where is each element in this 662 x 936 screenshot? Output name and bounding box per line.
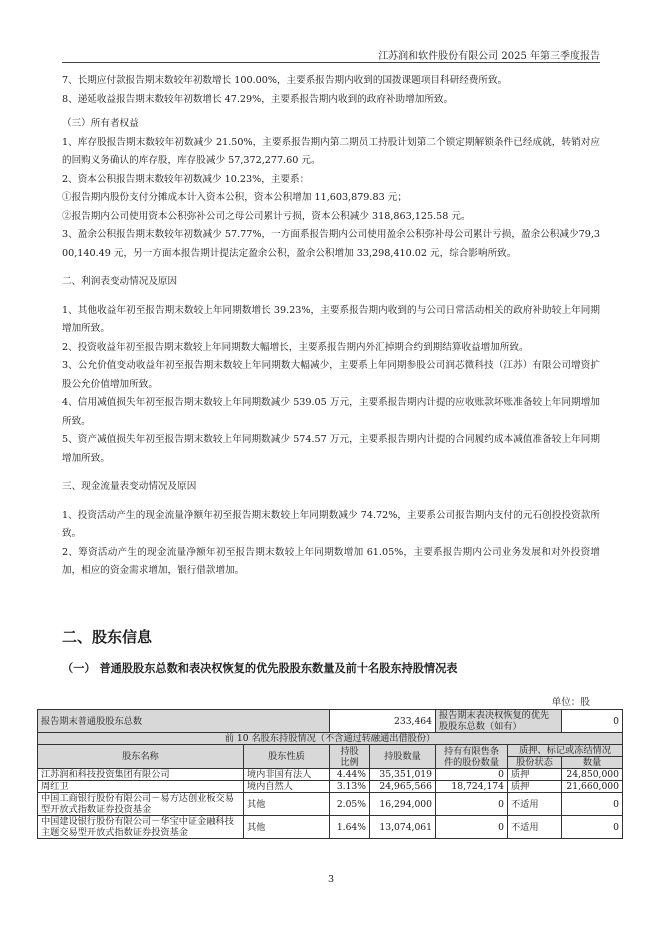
col-header-restricted: 持有有限售条 件的股份数量 [436, 745, 508, 769]
holder-name: 江苏润和科技投资集团有限公司 [38, 769, 244, 781]
subtitle-cash-flow: 三、现金流量表变动情况及原因 [62, 481, 197, 492]
table-row [38, 769, 623, 781]
analysis-body [62, 72, 600, 581]
paragraph-capital-reserve-item-1: ①报告期内股份支付分摊成本计入资本公积，资本公积增加 11,603,879.83 元； [62, 192, 407, 203]
holder-ratio: 2.05% [330, 793, 370, 816]
holder-nature: 其他 [244, 793, 330, 816]
page-number: 3 [327, 874, 335, 885]
table-row [38, 781, 623, 793]
holder-shares: 13,074,061 [370, 816, 436, 839]
holder-restricted: 0 [436, 793, 508, 816]
report-header-title: 江苏润和软件股份有限公司 2025 年第三季度报告 [378, 51, 600, 62]
section-heading-shareholders: 二、股东信息 [62, 628, 153, 646]
preferred-label: 报告期末表决权恢复的优先股股东总数（如有） [436, 710, 562, 733]
col-header-shares: 持股数量 [370, 745, 436, 769]
table-summary-row [38, 710, 623, 733]
holder-pledge-count: 0 [562, 793, 623, 816]
summary-label: 报告期末普通股股东总数 [38, 710, 330, 733]
subtitle-owners-equity: （三）所有者权益 [62, 118, 139, 129]
holder-pledge-status: 不适用 [508, 793, 562, 816]
holder-name: 周红卫 [38, 781, 244, 793]
paragraph-deferred-income: 8、递延收益报告期末数较年初数增长 47.29%，主要系报告期内收到的政府补助增加所致。 [62, 93, 454, 105]
table-top10-title-row [38, 733, 623, 745]
holder-nature: 境内自然人 [244, 781, 330, 793]
paragraph-asset-impairment: 5、资产减值损失年初至报告期末数较上年同期数减少 574.57 万元，主要系报告期内计提的合同履约成本减值准备较上年同期增加所致。 [62, 434, 600, 464]
holder-ratio: 1.64% [330, 816, 370, 839]
paragraph-financing-cash-flow: 2、筹资活动产生的现金流量净额年初至报告期末数较上年同期数增加 61.05%，主要系报告期内公司业务发展和对外投资增加，相应的资金需求增加，银行借款增加。 [62, 546, 600, 576]
col-header-nature: 股东性质 [244, 745, 330, 769]
holder-restricted: 0 [436, 816, 508, 839]
paragraph-investment-income: 2、投资收益年初至报告期末数较上年同期数大幅增长，主要系报告期内外汇掉期合约到期结算收益增加所致。 [62, 341, 529, 353]
holder-name: 中国建设银行股份有限公司－华宝中证金融科技主题交易型开放式指数证券投资基金 [38, 816, 244, 839]
summary-value: 233,464 [330, 710, 436, 733]
paragraph-other-income: 1、其他收益年初至报告期末数较上年同期数增长 39.23%，主要系报告期内收到的与公司日常活动相关的政府补助较上年同期增加所致。 [62, 304, 600, 334]
holder-pledge-count: 24,850,000 [562, 769, 623, 781]
shareholder-table [37, 709, 623, 839]
holder-restricted: 0 [436, 769, 508, 781]
holder-pledge-status: 不适用 [508, 816, 562, 839]
holder-shares: 35,351,019 [370, 769, 436, 781]
col-header-ratio: 持股 比例 [330, 745, 370, 769]
header-divider [62, 62, 600, 63]
col-header-pledge-count: 数量 [562, 757, 623, 769]
top10-title: 前 10 名股东持股情况（不含通过转融通出借股份） [38, 733, 623, 745]
preferred-value: 0 [562, 710, 623, 733]
holder-ratio: 3.13% [330, 781, 370, 793]
holder-nature: 境内非国有法人 [244, 769, 330, 781]
unit-label: 单位：股 [551, 697, 590, 708]
paragraph-fair-value-change: 3、公允价值变动收益年初至报告期末数较上年同期数大幅减少，主要系上年同期参股公司润芯微科技（江苏）有限公司增资扩股公允价值增加所致。 [62, 360, 600, 390]
paragraph-surplus-reserve: 3、盈余公积报告期末数较年初数减少 57.77%，一方面系报告期内公司使用盈余公积弥补母公司累计亏损，盈余公积减少79,300,140.49 元，另一方面本报告期计提法定盈余公积，盈余公积增加 33,298,410.02 元，综合影响所致。 [62, 229, 600, 259]
holder-pledge-count: 21,660,000 [562, 781, 623, 793]
paragraph-treasury-stock: 1、库存股报告期末数较年初数减少 21.50%，主要系报告期内第二期员工持股计划第二个锁定期解锁条件已经成就，转销对应的回购义务确认的库存股，库存股减少 57,372,277.60 元。 [62, 136, 600, 166]
holder-ratio: 4.44% [330, 769, 370, 781]
paragraph-long-term-payables: 7、长期应付款报告期末数较年初数增长 100.00%，主要系报告期内收到的国拨课题项目科研经费所致。 [62, 75, 508, 86]
holder-restricted: 18,724,174 [436, 781, 508, 793]
table-header-row [38, 745, 623, 757]
holder-nature: 其他 [244, 816, 330, 839]
table-row [38, 816, 623, 839]
subsection-heading-shareholder-table: （一） 普通股股东总数和表决权恢复的优先股股东数量及前十名股东持股情况表 [62, 662, 458, 675]
holder-pledge-status: 质押 [508, 769, 562, 781]
paragraph-capital-reserve: 2、资本公积报告期末数较年初数减少 10.23%，主要系： [62, 173, 310, 185]
holder-name: 中国工商银行股份有限公司－易方达创业板交易型开放式指数证券投资基金 [38, 793, 244, 816]
holder-shares: 16,294,000 [370, 793, 436, 816]
paragraph-capital-reserve-item-2: ②报告期内公司使用资本公积弥补公司之母公司累计亏损，资本公积减少 318,863,125.58 元。 [62, 210, 471, 222]
table-row [38, 793, 623, 816]
paragraph-investing-cash-flow: 1、投资活动产生的现金流量净额年初至报告期末数较上年同期数减少 74.72%，主要系公司报告期内支付的元石创投投资款所致。 [62, 509, 600, 539]
paragraph-credit-impairment: 4、信用减值损失年初至报告期末数较上年同期数减少 539.05 万元，主要系报告期内计提的应收账款坏账准备较上年同期增加所致。 [62, 397, 600, 427]
holder-pledge-count: 0 [562, 816, 623, 839]
subtitle-income-statement: 二、利润表变动情况及原因 [62, 276, 178, 287]
col-header-pledge: 质押、标记或冻结情况 [508, 745, 623, 757]
col-header-pledge-status: 股份状态 [508, 757, 562, 769]
col-header-name: 股东名称 [38, 745, 244, 769]
holder-pledge-status: 质押 [508, 781, 562, 793]
holder-shares: 24,965,566 [370, 781, 436, 793]
